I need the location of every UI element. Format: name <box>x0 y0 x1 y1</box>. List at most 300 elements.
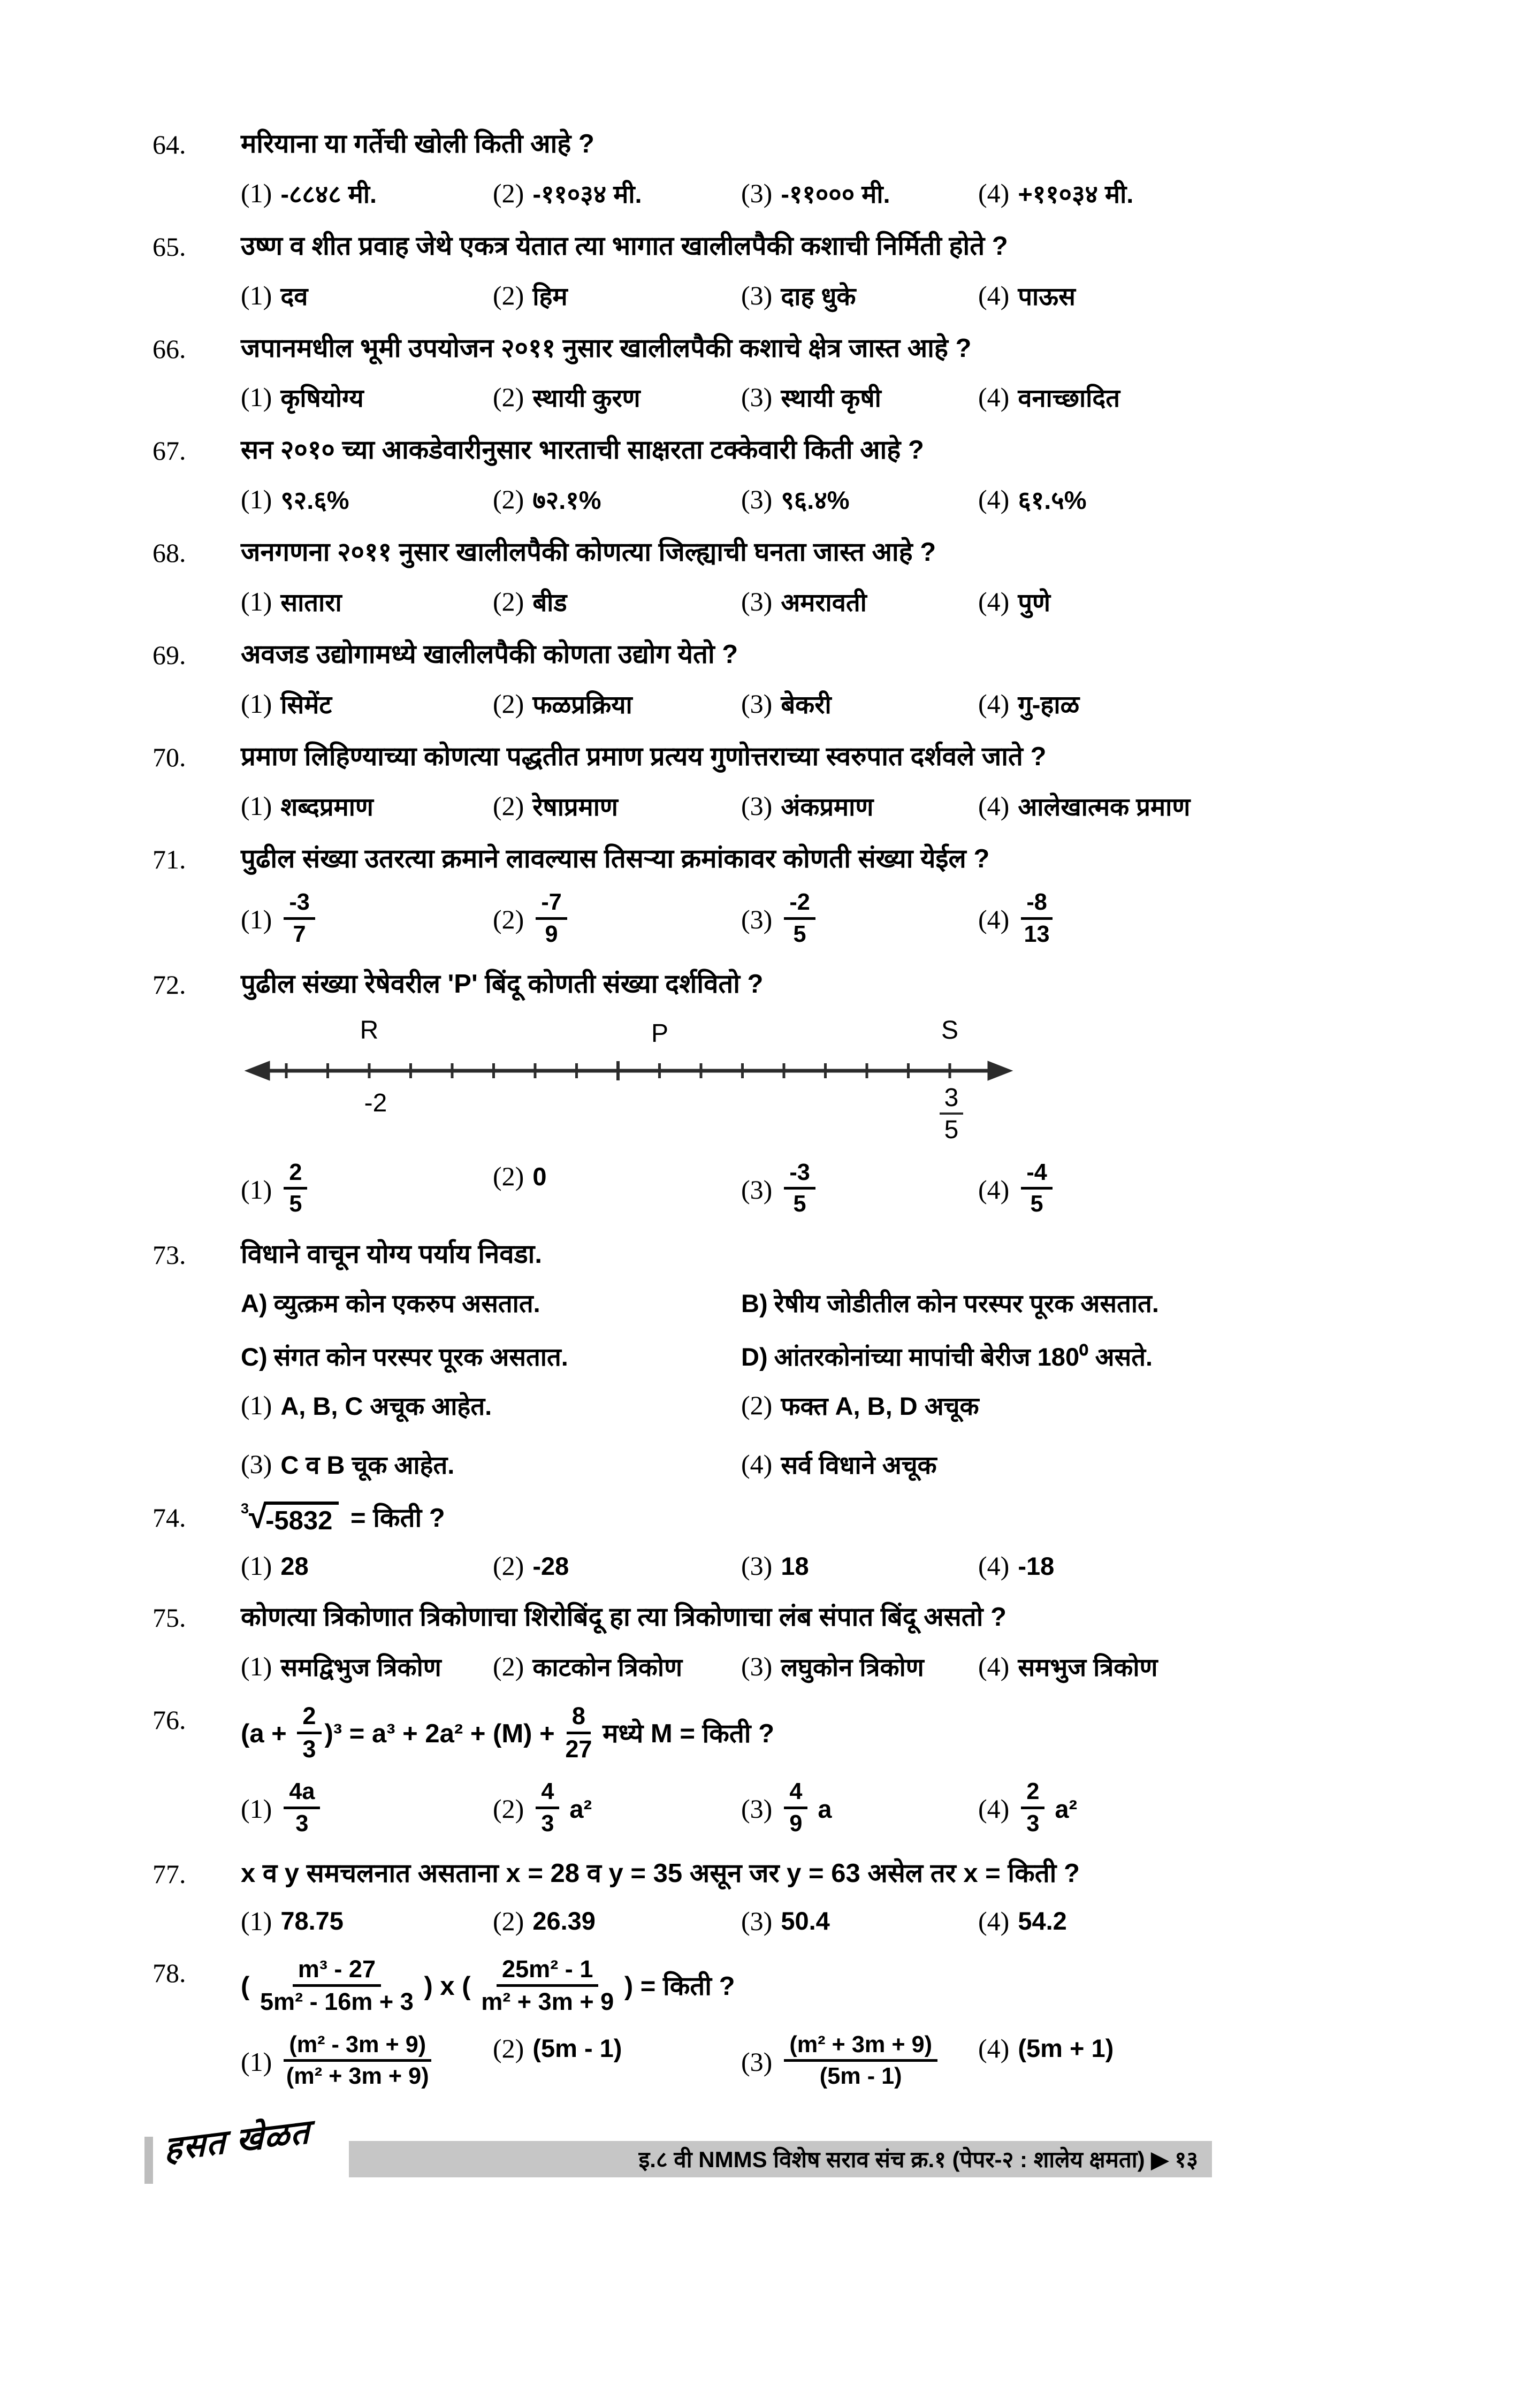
text-run: 54.2 <box>1018 1907 1067 1935</box>
option-label: (1) <box>241 1174 272 1205</box>
text-run: मध्ये M = किती ? <box>595 1719 775 1748</box>
question-text <box>241 1957 1231 2017</box>
option-value <box>280 584 341 619</box>
text-run: ६१.५% <box>1018 486 1087 515</box>
option-value <box>532 1780 592 1838</box>
text-run: = किती ? <box>343 1503 445 1533</box>
question-body <box>241 1858 1231 1937</box>
option <box>741 176 978 210</box>
option-value <box>781 687 831 721</box>
text-run: पुढील संख्या उतरत्या क्रमाने लावल्यास तिसऱ्या क्रमांकावर कोणती संख्या येईल ? <box>241 844 990 873</box>
option-label: (4) <box>978 1794 1010 1824</box>
option-label: (3) <box>741 790 773 821</box>
option <box>241 1906 493 1937</box>
fraction <box>297 1703 321 1763</box>
statement-text <box>774 1342 1153 1372</box>
text-run: जनगणना २०११ नुसार खालीलपैकी कोणत्या जिल्ह्याची घनता जास्त आहे ? <box>241 538 936 567</box>
question-text <box>241 1498 1231 1536</box>
text-run: पुणे <box>1018 588 1050 616</box>
option-label: (1) <box>241 2046 272 2077</box>
option <box>741 380 978 414</box>
question-text <box>241 128 1231 160</box>
fraction-denominator: 13 <box>1024 921 1050 947</box>
option-label: (1) <box>241 904 272 935</box>
fraction <box>784 889 815 947</box>
fraction-denominator: m² + 3m + 9 <box>481 1988 614 2016</box>
fraction-denominator: (m² + 3m + 9) <box>286 2063 429 2090</box>
fraction-denominator: 5 <box>944 1116 959 1142</box>
fraction <box>1021 889 1052 947</box>
option-label: (1) <box>241 790 272 821</box>
question-number: 66. <box>152 333 186 364</box>
option <box>241 1780 493 1838</box>
option-value <box>532 1649 682 1683</box>
option <box>978 1649 1231 1683</box>
statement-label: C) <box>241 1343 268 1371</box>
option <box>241 1161 493 1218</box>
options-row <box>241 687 1231 721</box>
text-run: (5m + 1) <box>1018 2034 1114 2063</box>
option-value <box>781 2033 941 2091</box>
statement <box>741 1342 1231 1372</box>
fraction-denominator: 3 <box>1026 1810 1040 1837</box>
text-run: काटकोन त्रिकोण <box>532 1653 683 1682</box>
option-value <box>1018 2033 1114 2063</box>
option-value <box>781 1780 832 1838</box>
option-label: (4) <box>978 1906 1010 1936</box>
option <box>741 1388 1231 1422</box>
page-footer <box>144 2113 1212 2194</box>
option-value <box>1018 1551 1054 1581</box>
option-label: (3) <box>741 1794 773 1824</box>
question-body <box>241 843 1231 949</box>
text-run: a² <box>1048 1794 1078 1823</box>
option-label: (1) <box>241 1551 272 1581</box>
question-number: 73. <box>152 1239 186 1270</box>
option <box>741 2033 978 2091</box>
option <box>241 1649 493 1683</box>
footer-bar <box>349 2141 1212 2177</box>
text-run: सिमेंट <box>280 690 332 719</box>
option-label: (4) <box>978 1174 1010 1205</box>
options-row <box>241 482 1231 516</box>
option-label: (2) <box>493 1551 524 1581</box>
option-label: (1) <box>241 1651 272 1682</box>
text-run: 50.4 <box>781 1907 830 1935</box>
text-run: स्थायी कुरण <box>532 384 640 413</box>
option-value <box>1018 278 1076 313</box>
fraction-numerator: 4 <box>784 1779 807 1809</box>
fraction-denominator: 3 <box>541 1810 554 1837</box>
option-value <box>532 1551 569 1581</box>
option-label: (1) <box>241 1794 272 1824</box>
option-value <box>280 380 363 414</box>
option-label: (3) <box>741 1651 773 1682</box>
statement-text <box>274 1289 540 1319</box>
fraction <box>784 1160 815 1217</box>
text-run: a <box>811 1794 832 1823</box>
option-label: (4) <box>978 2033 1010 2063</box>
fraction <box>536 1779 559 1837</box>
text-run: -28 <box>532 1551 569 1580</box>
option-value <box>781 1161 818 1218</box>
fraction-denominator: 3 <box>295 1810 309 1837</box>
option-label: (2) <box>493 1794 524 1824</box>
numberline-label-s: S <box>941 1016 959 1045</box>
numberline-label-p: P <box>651 1019 669 1048</box>
text-run: 0 <box>532 1162 547 1191</box>
option <box>978 1161 1231 1218</box>
option-value <box>1018 1906 1066 1935</box>
option-label: (4) <box>978 1651 1010 1682</box>
fraction-numerator: 3 <box>944 1084 959 1112</box>
question-66 <box>152 333 1231 415</box>
option-value <box>1018 1161 1055 1218</box>
question-number: 78. <box>152 1957 186 1988</box>
option-label: (4) <box>978 790 1010 821</box>
question-text <box>241 537 1231 568</box>
fraction-denominator: 9 <box>545 921 558 947</box>
radicand: -5832 <box>264 1502 339 1534</box>
option <box>241 278 493 313</box>
option-value <box>1018 482 1086 516</box>
option-label: (1) <box>241 178 272 208</box>
question-body <box>241 231 1231 313</box>
question-76 <box>152 1704 1231 1838</box>
fraction-numerator: -3 <box>284 889 315 919</box>
option <box>493 380 741 414</box>
fraction <box>481 1956 614 2016</box>
footer-accent-strip <box>144 2137 153 2184</box>
option <box>978 1780 1231 1838</box>
radical-sign-icon: √ <box>249 1498 268 1536</box>
option-value <box>1018 584 1050 619</box>
option-value <box>280 1551 308 1581</box>
fraction-numerator: -4 <box>1021 1160 1052 1190</box>
option <box>493 1550 741 1581</box>
options-row <box>241 1906 1231 1937</box>
text-run: ) = किती ? <box>617 1972 735 2001</box>
option <box>241 1388 741 1422</box>
options-row <box>241 1161 1231 1218</box>
option-value <box>781 482 849 516</box>
option-value <box>532 2033 622 2063</box>
option-label: (2) <box>741 1390 773 1421</box>
option <box>493 482 741 516</box>
right-arrow-icon <box>988 1061 1012 1080</box>
text-run: बेकरी <box>781 690 832 719</box>
option <box>241 2033 493 2091</box>
fraction-numerator: -7 <box>536 889 567 919</box>
option <box>493 789 741 823</box>
option <box>493 1906 741 1937</box>
text-run: कृषियोग्य <box>280 384 364 413</box>
text-run: फळप्रक्रिया <box>532 690 632 719</box>
fraction-numerator: 8 <box>567 1703 591 1734</box>
option-label: (1) <box>241 586 272 616</box>
question-text <box>241 843 1231 875</box>
text-run: मरियाना या गर्तेची खोली किती आहे ? <box>241 129 594 158</box>
option-value <box>532 380 640 414</box>
options-row <box>241 1550 1231 1581</box>
fraction <box>1021 1160 1052 1217</box>
text-run: दव <box>280 281 308 310</box>
left-arrow-icon <box>245 1061 270 1080</box>
question-71 <box>152 843 1231 949</box>
text-run: उष्ण व शीत प्रवाह जेथे एकत्र येतात त्या भागात खालीलपैकी कशाची निर्मिती होते ? <box>241 231 1008 261</box>
fraction-numerator: 2 <box>297 1703 321 1734</box>
option-value <box>1018 176 1133 210</box>
fraction <box>284 1779 320 1837</box>
option <box>978 789 1231 823</box>
text-run: विधाने वाचून योग्य पर्याय निवडा. <box>241 1239 542 1269</box>
option-label: (3) <box>741 178 773 208</box>
statement-label: A) <box>241 1289 268 1317</box>
statement-text <box>274 1342 568 1372</box>
option-label: (2) <box>493 1161 524 1192</box>
question-number: 74. <box>152 1503 186 1533</box>
option <box>493 176 741 210</box>
text-run: -११०३४ मी. <box>532 179 642 208</box>
text-run: -८८४८ मी. <box>280 179 377 208</box>
option-value <box>781 1551 809 1581</box>
question-body <box>241 1498 1231 1581</box>
text-run: a² <box>562 1794 592 1823</box>
question-body <box>241 1704 1231 1838</box>
question-64 <box>152 128 1231 210</box>
question-69 <box>152 639 1231 721</box>
option-label: (3) <box>241 1449 272 1480</box>
option <box>741 1649 978 1683</box>
text-run: व्युत्क्रम कोन एकरुप असतात. <box>273 1289 540 1317</box>
text-run: सर्व विधाने अचूक <box>781 1451 937 1480</box>
numberline-svg <box>241 1011 1017 1142</box>
fraction <box>565 1703 592 1763</box>
text-run: गु-हाळ <box>1018 690 1080 719</box>
question-number: 65. <box>152 231 186 262</box>
option-value <box>280 789 373 823</box>
question-body <box>241 128 1231 210</box>
option-label: (4) <box>978 904 1010 935</box>
option <box>978 278 1231 313</box>
option-label: (3) <box>741 484 773 515</box>
option <box>241 1447 741 1481</box>
option-label: (4) <box>978 688 1010 719</box>
options-row <box>241 176 1231 210</box>
option-label: (2) <box>493 178 524 208</box>
statement <box>241 1342 741 1372</box>
numberline-figure <box>241 1011 1231 1145</box>
question-number: 70. <box>152 742 186 772</box>
option <box>493 278 741 313</box>
option-label: (2) <box>493 1651 524 1682</box>
text-run: स्थायी कृषी <box>781 384 881 413</box>
numberline-value-minus2: -2 <box>364 1089 387 1118</box>
option-value <box>532 890 570 948</box>
question-text <box>241 1858 1231 1889</box>
fraction-denominator: 7 <box>293 921 306 947</box>
option-label: (4) <box>978 280 1010 310</box>
question-number: 72. <box>152 970 186 1000</box>
fraction-denominator: (5m - 1) <box>819 2063 902 2090</box>
option-value <box>781 278 856 313</box>
text-run: अवजड उद्योगामध्ये खालीलपैकी कोणता उद्योग येतो ? <box>241 639 738 669</box>
question-body <box>241 435 1231 516</box>
option <box>978 890 1231 948</box>
fraction-denominator: 5m² - 16m + 3 <box>260 1988 414 2016</box>
option-label: (3) <box>741 1906 773 1936</box>
text-run: लघुकोन त्रिकोण <box>781 1653 924 1682</box>
text-run: फक्त A, B, D अचूक <box>781 1392 979 1421</box>
option <box>493 2033 741 2064</box>
fraction-numerator: m³ - 27 <box>293 1956 381 1987</box>
radical-index: 3 <box>241 1500 249 1517</box>
option-value <box>1018 1649 1157 1683</box>
fraction-denominator: 5 <box>1030 1191 1043 1217</box>
text-run: जपानमधील भूमी उपयोजन २०११ नुसार खालीलपैकी कशाचे क्षेत्र जास्त आहे ? <box>241 333 972 363</box>
text-run: ९२.६% <box>280 486 349 515</box>
question-75 <box>152 1602 1231 1683</box>
text-run: (a + <box>241 1719 294 1748</box>
question-74 <box>152 1498 1231 1581</box>
option-value <box>280 687 332 721</box>
option-label: (1) <box>241 484 272 515</box>
option-value <box>280 1447 454 1481</box>
option-value <box>532 482 601 516</box>
question-body <box>241 1602 1231 1683</box>
fraction-numerator: (m² - 3m + 9) <box>284 2032 431 2062</box>
option-label: (4) <box>978 382 1010 413</box>
fraction <box>536 889 567 947</box>
text-run: A, B, C अचूक आहेत. <box>280 1392 492 1421</box>
text-run: 26.39 <box>532 1907 596 1935</box>
question-65 <box>152 231 1231 313</box>
option <box>241 1550 493 1581</box>
fraction-denominator: 27 <box>565 1735 592 1763</box>
option-value <box>280 482 349 516</box>
option-value <box>532 789 618 823</box>
options-row <box>241 380 1231 414</box>
fraction-denominator: 5 <box>289 1191 302 1217</box>
option <box>741 278 978 313</box>
fraction-numerator: 4 <box>536 1779 559 1809</box>
text-run: ७२.१% <box>532 486 601 515</box>
option <box>741 1161 978 1218</box>
question-number: 76. <box>152 1705 186 1735</box>
option-value <box>781 890 818 948</box>
fraction-numerator: -2 <box>784 889 815 919</box>
fraction-numerator: -3 <box>784 1160 815 1190</box>
question-number: 67. <box>152 436 186 466</box>
text-run: कोणत्या त्रिकोणात त्रिकोणाचा शिरोबिंदू हा त्या त्रिकोणाचा लंब संपात बिंदू असतो ? <box>241 1603 1006 1632</box>
option <box>978 482 1231 516</box>
option-label: (3) <box>741 2046 773 2077</box>
option-value <box>280 278 308 313</box>
option-label: (2) <box>493 382 524 413</box>
question-number: 64. <box>152 129 186 159</box>
fraction-numerator: -8 <box>1021 889 1052 919</box>
option-label: (3) <box>741 586 773 616</box>
option <box>493 1649 741 1683</box>
option-value <box>280 176 377 210</box>
option-value <box>781 176 890 210</box>
options-row <box>241 890 1231 948</box>
text-run: ) x ( <box>416 1972 478 2001</box>
question-78 <box>152 1957 1231 2091</box>
question-77 <box>152 1858 1231 1937</box>
option-value <box>280 1388 492 1422</box>
question-67 <box>152 435 1231 516</box>
option-label: (3) <box>741 382 773 413</box>
footer-logo: हसत खेळत <box>164 2113 311 2168</box>
statement-label: D) <box>741 1343 768 1371</box>
option <box>741 789 978 823</box>
option <box>741 584 978 619</box>
option-label: (3) <box>741 1174 773 1205</box>
text-run: आंतरकोनांच्या मापांची बेरीज 180⁰ असते. <box>774 1343 1153 1371</box>
option-label: (2) <box>493 484 524 515</box>
fraction-denominator: 5 <box>793 921 806 947</box>
option-value <box>781 380 881 414</box>
question-text <box>241 969 1231 1000</box>
option <box>241 687 493 721</box>
question-68 <box>152 537 1231 619</box>
option-label: (2) <box>493 1906 524 1936</box>
options-row <box>241 2033 1231 2091</box>
question-number: 77. <box>152 1859 186 1889</box>
text-run: शब्दप्रमाण <box>280 792 373 821</box>
text-run: दाह धुके <box>781 281 856 310</box>
question-number: 71. <box>152 844 186 874</box>
option-value <box>781 1447 936 1481</box>
text-run: पुढील संख्या रेषेवरील 'P' बिंदू कोणती संख्या दर्शवितो ? <box>241 970 764 999</box>
option-value <box>781 584 867 619</box>
option-value <box>280 1906 344 1935</box>
option-value <box>532 1162 546 1191</box>
question-text <box>241 1704 1231 1764</box>
numberline-value-fraction <box>940 1084 963 1142</box>
fraction-numerator: 2 <box>1021 1779 1044 1809</box>
option-value <box>280 1780 323 1838</box>
option-label: (3) <box>741 280 773 310</box>
option-label: (3) <box>741 904 773 935</box>
options-row <box>241 789 1231 823</box>
option-value <box>1018 380 1120 414</box>
option <box>978 380 1231 414</box>
option <box>241 380 493 414</box>
question-number: 68. <box>152 538 186 568</box>
question-text <box>241 1239 1231 1270</box>
question-body <box>241 1957 1231 2091</box>
option-value <box>280 1649 441 1683</box>
question-text <box>241 639 1231 670</box>
text-run: +११०३४ मी. <box>1018 179 1134 208</box>
option-value <box>1018 1780 1077 1838</box>
option-value <box>1018 890 1055 948</box>
option-label: (1) <box>241 382 272 413</box>
text-run: समभुज त्रिकोण <box>1018 1653 1158 1682</box>
option <box>741 1550 978 1581</box>
text-run: प्रमाण लिहिण्याच्या कोणत्या पद्धतीत प्रमाण प्रत्यय गुणोत्तराच्या स्वरुपात दर्शवले जाते ? <box>241 742 1047 771</box>
questions <box>152 128 1231 2091</box>
option-label: (3) <box>741 688 773 719</box>
question-number: 69. <box>152 639 186 670</box>
option <box>241 482 493 516</box>
options-row <box>241 584 1231 619</box>
numberline-label-r: R <box>360 1016 379 1045</box>
option <box>978 584 1231 619</box>
question-text <box>241 741 1231 773</box>
